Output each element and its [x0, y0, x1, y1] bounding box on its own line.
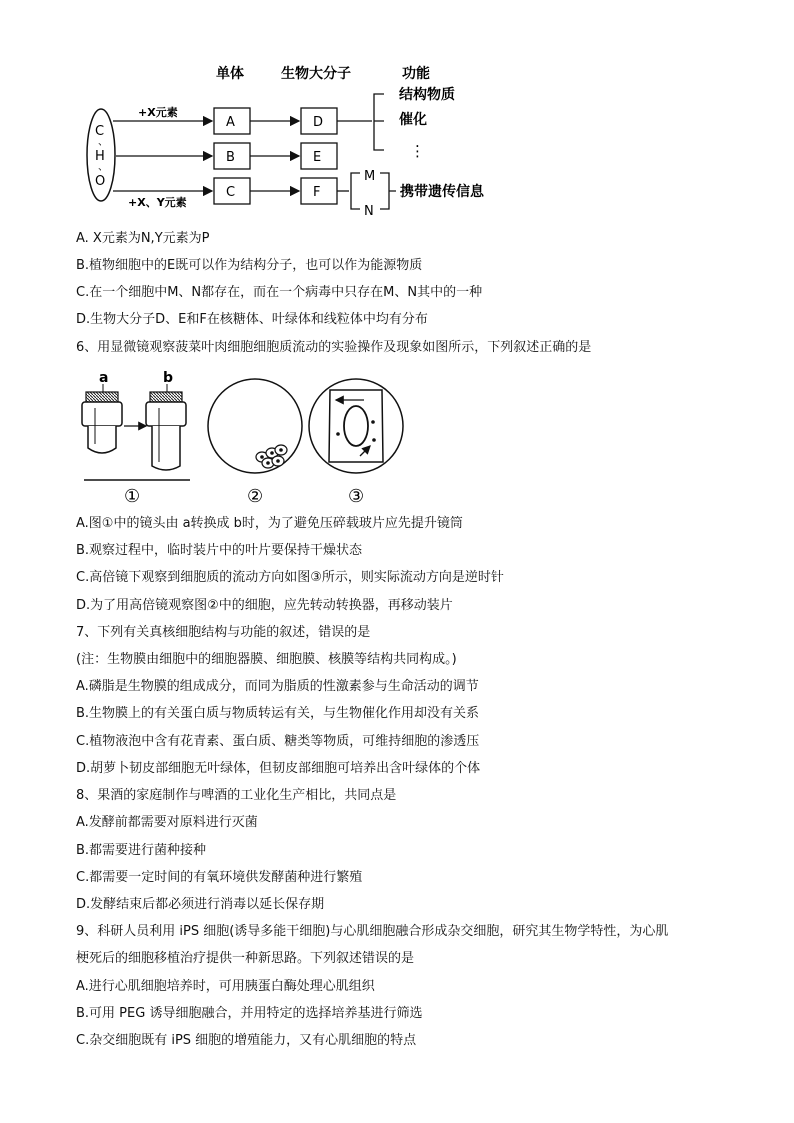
figure-3-label: ③: [348, 486, 365, 507]
q6-option-b: B.观察过程中，临时装片中的叶片要保持干燥状态: [76, 543, 363, 558]
chloroplast-2: [371, 420, 375, 424]
q7-option-b: B.生物膜上的有关蛋白质与物质转运有关，与生物催化作用却没有关系: [76, 706, 480, 721]
q6-option-c: C.高倍镜下观察到细胞质的流动方向如图③所示，则实际流动方向是逆时针: [76, 570, 504, 585]
box-a-label: A: [226, 115, 235, 130]
q8-option-c: C.都需要一定时间的有氧环境供发酵菌种进行繁殖: [76, 870, 363, 885]
label-plus-xy: +X、Y元素: [128, 196, 187, 209]
q6-stem: 6、用显微镜观察菠菜叶肉细胞细胞质流动的实验操作及现象如图所示，下列叙述正确的是: [76, 340, 592, 355]
q5-option-c: C.在一个细胞中M、N都存在，而在一个病毒中只存在M、N其中的一种: [76, 285, 483, 300]
q9-option-a: A.进行心肌细胞培养时，可用胰蛋白酶处理心肌组织: [76, 979, 375, 994]
q9-option-c: C.杂交细胞既有 iPS 细胞的增殖能力，又有心肌细胞的特点: [76, 1033, 417, 1048]
header-function: 功能: [402, 66, 430, 82]
figure-2-label: ②: [247, 486, 264, 507]
header-macromolecule: 生物大分子: [281, 66, 351, 82]
header-monomer: 单体: [216, 66, 244, 82]
q5-option-b: B.植物细胞中的E既可以作为结构分子，也可以作为能源物质: [76, 258, 423, 273]
box-c-label: C: [226, 185, 236, 200]
q8-option-a: A.发酵前都需要对原料进行灭菌: [76, 815, 258, 830]
q7-option-d: D.胡萝卜韧皮部细胞无叶绿体，但韧皮部细胞可培养出含叶绿体的个体: [76, 761, 481, 776]
box-f-label: F: [313, 185, 321, 200]
q6-option-a: A.图①中的镜头由 a转换成 b时，为了避免压碎载玻片应先提升镜筒: [76, 516, 463, 531]
objective-lens-a: [82, 392, 122, 453]
q9-option-b: B.可用 PEG 诱导细胞融合，并用特定的选择培养基进行筛选: [76, 1006, 423, 1021]
function-carry-genetic-info: 携带遗传信息: [400, 184, 484, 200]
label-plus-x: +X元素: [138, 106, 178, 119]
lens-a-label: a: [99, 370, 109, 386]
q7-option-a: A.磷脂是生物膜的组成成分，而同为脂质的性激素参与生命活动的调节: [76, 679, 479, 694]
element-c: C: [95, 124, 105, 139]
q8-option-d: D.发酵结束后都必须进行消毒以延长保存期: [76, 897, 325, 912]
chloroplast-1: [336, 432, 340, 436]
element-h: H: [95, 149, 105, 164]
element-o: O: [95, 174, 106, 189]
q5-option-a: A. X元素为N,Y元素为P: [76, 231, 210, 246]
q8-option-b: B.都需要进行菌种接种: [76, 843, 207, 858]
mn-left-bracket: [351, 173, 360, 209]
microscope-figure: [0, 362, 794, 512]
q9-stem-line-1: 9、科研人员利用 iPS 细胞(诱导多能干细胞)与心肌细胞融合形成杂交细胞，研究其生物学特性，为心肌: [76, 924, 669, 939]
box-b-label: B: [226, 150, 235, 165]
box-d-label: D: [313, 115, 324, 130]
objective-lens-b: [146, 392, 186, 470]
q8-stem: 8、果酒的家庭制作与啤酒的工业化生产相比，共同点是: [76, 788, 397, 803]
d-function-brace: [374, 94, 384, 150]
box-e-label: E: [313, 150, 322, 165]
view-field-2: [208, 379, 302, 473]
q7-note: (注：生物膜由细胞中的细胞器膜、细胞膜、核膜等结构共同构成。): [76, 652, 457, 667]
q7-option-c: C.植物液泡中含有花青素、蛋白质、糖类等物质，可维持细胞的渗透压: [76, 734, 480, 749]
mn-right-bracket: [380, 173, 396, 209]
sep-1: 、: [98, 137, 108, 148]
function-ellipsis: ⋮: [410, 142, 425, 160]
lens-b-label: b: [163, 370, 174, 386]
function-catalysis: 催化: [399, 112, 427, 128]
label-m: M: [364, 169, 376, 184]
chloroplast-3: [372, 438, 376, 442]
q6-option-d: D.为了用高倍镜观察图②中的细胞，应先转动转换器，再移动装片: [76, 598, 453, 613]
q9-stem-line-2: 梗死后的细胞移植治疗提供一种新思路。下列叙述错误的是: [76, 951, 415, 966]
macromolecule-diagram: [0, 0, 794, 225]
figure-1-label: ①: [124, 486, 141, 507]
q5-option-d: D.生物大分子D、E和F在核糖体、叶绿体和线粒体中均有分布: [76, 312, 428, 327]
q7-stem: 7、下列有关真核细胞结构与功能的叙述，错误的是: [76, 625, 371, 640]
sep-2: 、: [98, 162, 108, 173]
label-n: N: [364, 204, 374, 219]
function-structure: 结构物质: [399, 87, 455, 103]
vacuole: [344, 406, 368, 446]
